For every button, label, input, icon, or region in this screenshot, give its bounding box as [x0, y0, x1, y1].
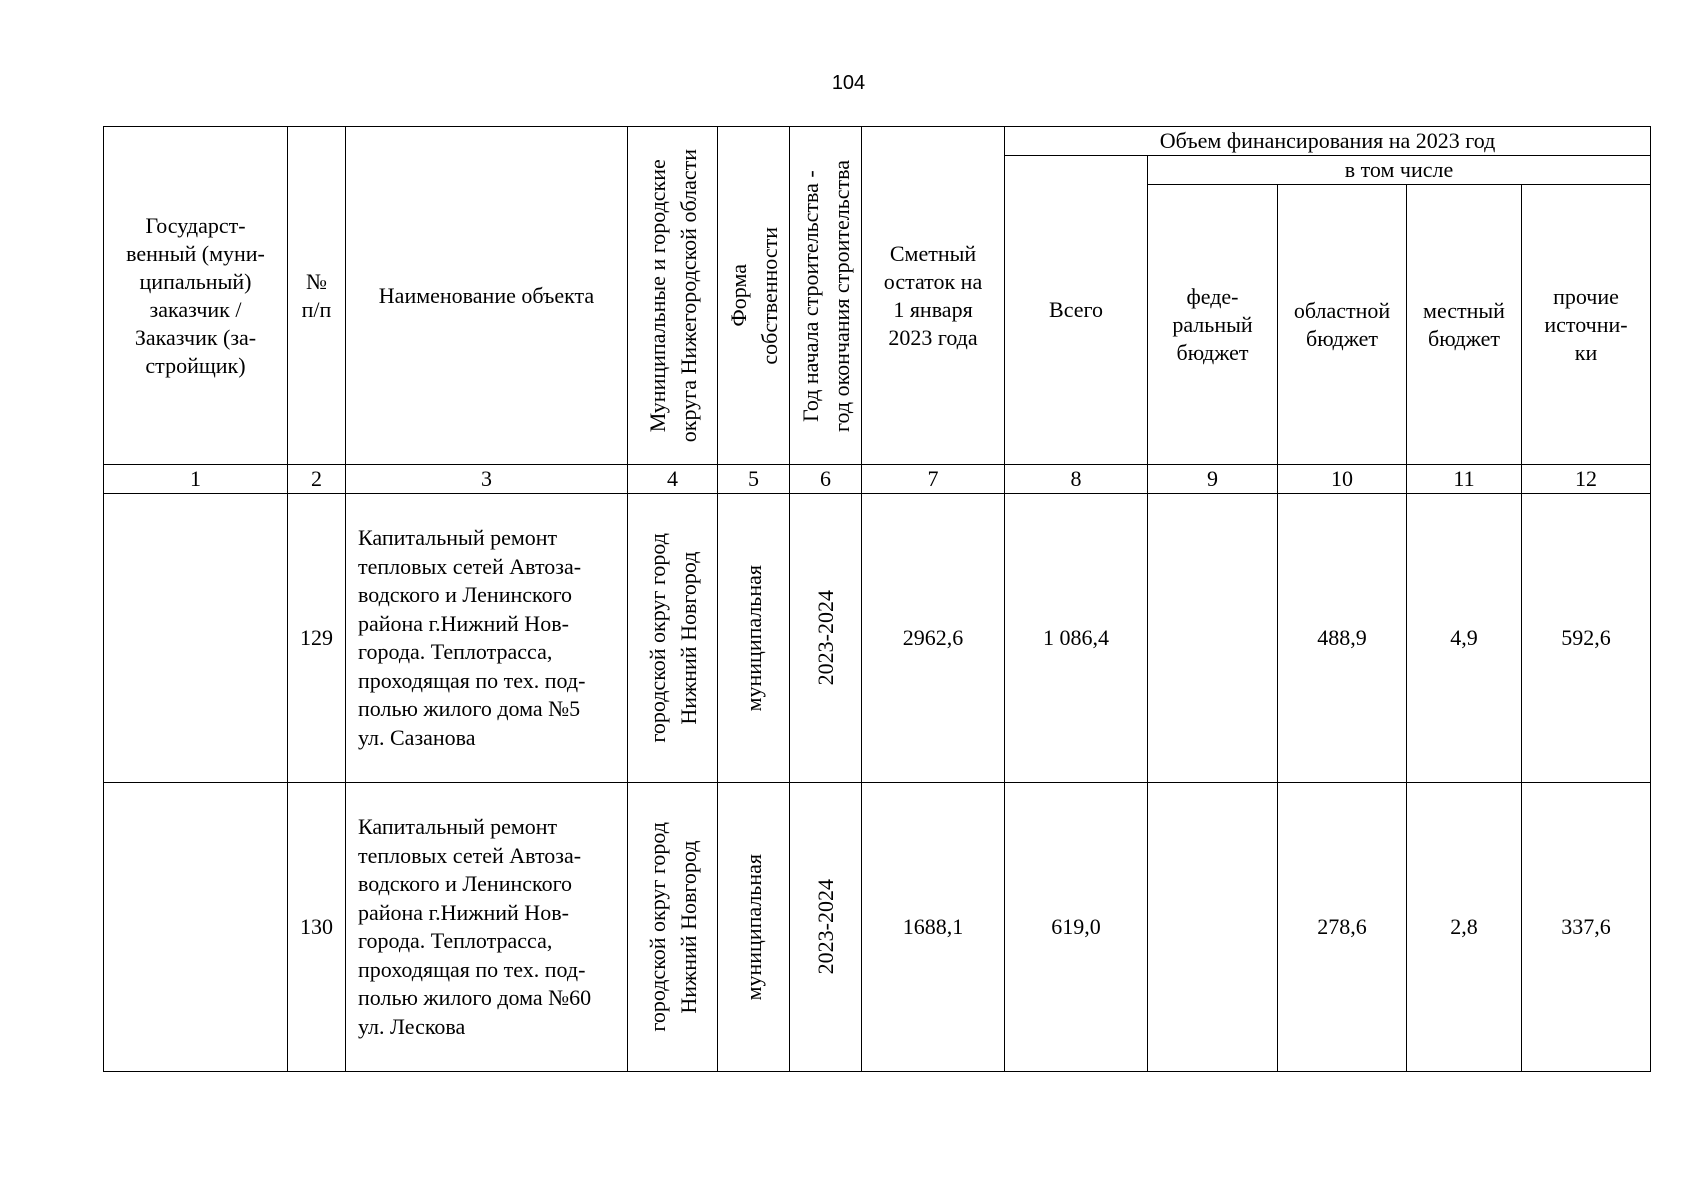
page-number: 104: [831, 72, 866, 94]
header-including: в том числе: [1148, 156, 1651, 185]
header-number: № п/п: [288, 127, 346, 465]
header-funding-group: Объем финансирования на 2023 год: [1005, 127, 1651, 156]
cell-total: 1 086,4: [1005, 494, 1148, 783]
table-row: [104, 494, 1651, 783]
cell-object-name: Капитальный ремонт тепловых сетей Автоза- водского и Ленинского района г.Нижний Нов- города. Теплотрасса, проходящая по тех. под- полью жилого дома №60 ул. Лескова: [346, 783, 628, 1072]
cell-estimate-balance: 2962,6: [862, 494, 1005, 783]
header-years: Год начала строительства - год окончания строительства: [790, 127, 862, 465]
column-number: 2: [288, 465, 346, 494]
cell-municipality: городской округ город Нижний Новгород: [628, 783, 718, 1072]
header-estimate-balance: Сметный остаток на 1 января 2023 года: [862, 127, 1005, 465]
column-number: 9: [1148, 465, 1278, 494]
cell-regional: 278,6: [1278, 783, 1407, 1072]
header-federal: феде- ральный бюджет: [1148, 185, 1278, 465]
header-total: Всего: [1005, 156, 1148, 465]
cell-customer: [104, 494, 288, 783]
cell-ownership: муниципальная: [718, 494, 790, 783]
cell-ownership: муниципальная: [718, 783, 790, 1072]
cell-regional: 488,9: [1278, 494, 1407, 783]
cell-other: 337,6: [1522, 783, 1651, 1072]
financing-table: [103, 126, 1651, 1072]
header-ownership: Форма собственности: [718, 127, 790, 465]
column-number: 1: [104, 465, 288, 494]
column-number: 6: [790, 465, 862, 494]
column-number: 11: [1407, 465, 1522, 494]
cell-federal: [1148, 783, 1278, 1072]
cell-local: 4,9: [1407, 494, 1522, 783]
cell-estimate-balance: 1688,1: [862, 783, 1005, 1072]
cell-years: 2023-2024: [790, 783, 862, 1072]
cell-number: 129: [288, 494, 346, 783]
column-number: 5: [718, 465, 790, 494]
column-number: 8: [1005, 465, 1148, 494]
header-municipality: Муниципальные и городские округа Нижегородской области: [628, 127, 718, 465]
cell-total: 619,0: [1005, 783, 1148, 1072]
cell-object-name: Капитальный ремонт тепловых сетей Автоза- водского и Ленинского района г.Нижний Нов- города. Теплотрасса, проходящая по тех. под- полью жилого дома №5 ул. Сазанова: [346, 494, 628, 783]
column-number: 12: [1522, 465, 1651, 494]
table-row: [104, 783, 1651, 1072]
header-customer: Государст- венный (муни- ципальный) заказчик / Заказчик (за- стройщик): [104, 127, 288, 465]
cell-local: 2,8: [1407, 783, 1522, 1072]
cell-other: 592,6: [1522, 494, 1651, 783]
column-number: 4: [628, 465, 718, 494]
column-number: 7: [862, 465, 1005, 494]
cell-customer: [104, 783, 288, 1072]
header-other: прочие источни- ки: [1522, 185, 1651, 465]
cell-years: 2023-2024: [790, 494, 862, 783]
column-number: 10: [1278, 465, 1407, 494]
column-number-row: [104, 465, 1651, 494]
header-object-name: Наименование объекта: [346, 127, 628, 465]
column-number: 3: [346, 465, 628, 494]
header-local: местный бюджет: [1407, 185, 1522, 465]
cell-municipality: городской округ город Нижний Новгород: [628, 494, 718, 783]
cell-federal: [1148, 494, 1278, 783]
cell-number: 130: [288, 783, 346, 1072]
header-regional: областной бюджет: [1278, 185, 1407, 465]
